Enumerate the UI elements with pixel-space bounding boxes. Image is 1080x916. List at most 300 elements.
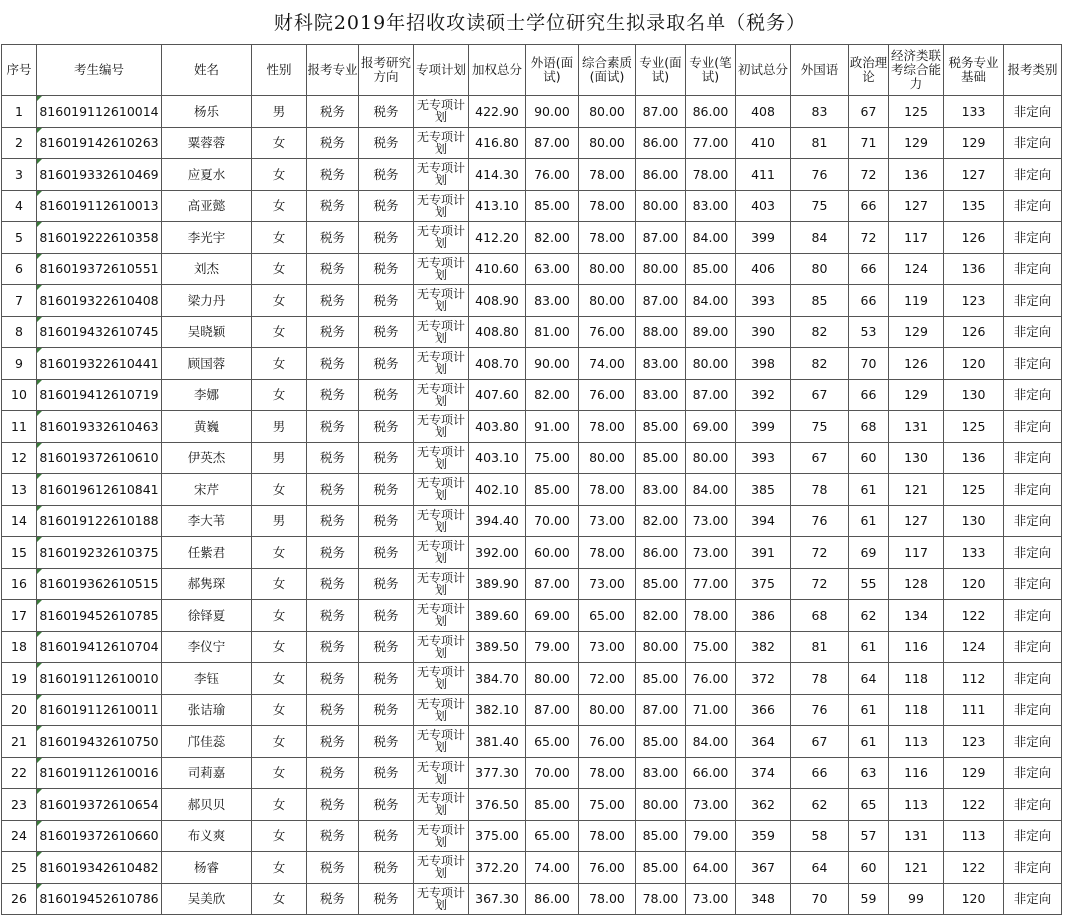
table-row	[2, 568, 1062, 600]
cell-candidate-id: 816019332610463	[37, 411, 162, 443]
cell-major-interview: 87.00	[636, 96, 686, 128]
cell-econ-joint: 127	[889, 190, 944, 222]
cell-weighted-total: 402.10	[469, 474, 526, 506]
cell-politics: 63	[849, 757, 889, 789]
cell-tax-basics: 129	[944, 757, 1004, 789]
cell-quality-interview: 65.00	[579, 600, 636, 632]
cell-special-plan: 无专项计划	[414, 222, 469, 254]
cell-major-interview: 80.00	[636, 789, 686, 821]
cell-direction: 税务	[359, 726, 414, 758]
cell-candidate-id: 816019432610745	[37, 316, 162, 348]
cell-gender: 女	[252, 537, 307, 569]
cell-direction: 税务	[359, 694, 414, 726]
cell-major-written: 73.00	[686, 505, 736, 537]
cell-econ-joint: 124	[889, 253, 944, 285]
cell-foreign-interview: 70.00	[526, 505, 579, 537]
cell-foreign-language: 85	[791, 285, 849, 317]
cell-major-written: 84.00	[686, 726, 736, 758]
cell-category: 非定向	[1004, 379, 1062, 411]
cell-quality-interview: 78.00	[579, 757, 636, 789]
cell-major-written: 89.00	[686, 316, 736, 348]
cell-foreign-interview: 82.00	[526, 379, 579, 411]
cell-special-plan: 无专项计划	[414, 159, 469, 191]
cell-politics: 72	[849, 222, 889, 254]
table-row	[2, 96, 1062, 128]
cell-tax-basics: 120	[944, 568, 1004, 600]
cell-politics: 61	[849, 505, 889, 537]
cell-major-interview: 87.00	[636, 285, 686, 317]
cell-category: 非定向	[1004, 505, 1062, 537]
cell-gender: 女	[252, 474, 307, 506]
cell-major-interview: 85.00	[636, 442, 686, 474]
cell-econ-joint: 119	[889, 285, 944, 317]
cell-name: 郝贝贝	[162, 789, 252, 821]
cell-politics: 61	[849, 474, 889, 506]
cell-econ-joint: 116	[889, 631, 944, 663]
cell-category: 非定向	[1004, 159, 1062, 191]
cell-direction: 税务	[359, 757, 414, 789]
cell-category: 非定向	[1004, 789, 1062, 821]
cell-major-written: 69.00	[686, 411, 736, 443]
cell-quality-interview: 73.00	[579, 568, 636, 600]
cell-econ-joint: 130	[889, 442, 944, 474]
cell-weighted-total: 372.20	[469, 852, 526, 884]
cell-gender: 女	[252, 159, 307, 191]
table-row	[2, 379, 1062, 411]
cell-prelim-total: 398	[736, 348, 791, 380]
cell-major-written: 71.00	[686, 694, 736, 726]
cell-gender: 女	[252, 789, 307, 821]
cell-foreign-interview: 74.00	[526, 852, 579, 884]
page-title: 财科院2019年招收攻读硕士学位研究生拟录取名单（税务）	[273, 12, 807, 34]
admission-table	[1, 44, 1062, 915]
cell-direction: 税务	[359, 852, 414, 884]
table-row	[2, 631, 1062, 663]
cell-major: 税务	[307, 757, 359, 789]
header-category: 报考类别	[1004, 45, 1062, 96]
cell-gender: 女	[252, 348, 307, 380]
cell-gender: 女	[252, 222, 307, 254]
header-direction: 报考研究方向	[359, 45, 414, 96]
table-row	[2, 757, 1062, 789]
cell-foreign-interview: 86.00	[526, 883, 579, 915]
cell-prelim-total: 403	[736, 190, 791, 222]
cell-major-interview: 86.00	[636, 537, 686, 569]
cell-prelim-total: 348	[736, 883, 791, 915]
cell-prelim-total: 406	[736, 253, 791, 285]
cell-category: 非定向	[1004, 600, 1062, 632]
cell-major-interview: 80.00	[636, 253, 686, 285]
cell-candidate-id: 816019362610515	[37, 568, 162, 600]
cell-econ-joint: 129	[889, 316, 944, 348]
cell-major: 税务	[307, 253, 359, 285]
cell-tax-basics: 130	[944, 379, 1004, 411]
cell-major-interview: 87.00	[636, 222, 686, 254]
cell-econ-joint: 129	[889, 379, 944, 411]
cell-name: 高亚懿	[162, 190, 252, 222]
cell-foreign-interview: 75.00	[526, 442, 579, 474]
cell-major: 税务	[307, 127, 359, 159]
cell-seq: 25	[2, 852, 37, 884]
cell-seq: 3	[2, 159, 37, 191]
cell-quality-interview: 78.00	[579, 820, 636, 852]
cell-direction: 税务	[359, 190, 414, 222]
cell-tax-basics: 120	[944, 883, 1004, 915]
cell-major-interview: 86.00	[636, 159, 686, 191]
cell-name: 吴美欣	[162, 883, 252, 915]
cell-direction: 税务	[359, 600, 414, 632]
cell-foreign-interview: 87.00	[526, 694, 579, 726]
cell-foreign-interview: 63.00	[526, 253, 579, 285]
cell-weighted-total: 410.60	[469, 253, 526, 285]
cell-tax-basics: 120	[944, 348, 1004, 380]
cell-direction: 税务	[359, 222, 414, 254]
cell-candidate-id: 816019372610610	[37, 442, 162, 474]
cell-econ-joint: 99	[889, 883, 944, 915]
cell-name: 梁力丹	[162, 285, 252, 317]
cell-direction: 税务	[359, 379, 414, 411]
cell-gender: 女	[252, 726, 307, 758]
cell-direction: 税务	[359, 474, 414, 506]
cell-seq: 8	[2, 316, 37, 348]
cell-econ-joint: 125	[889, 96, 944, 128]
cell-category: 非定向	[1004, 852, 1062, 884]
cell-prelim-total: 391	[736, 537, 791, 569]
cell-tax-basics: 112	[944, 663, 1004, 695]
table-row	[2, 474, 1062, 506]
cell-prelim-total: 366	[736, 694, 791, 726]
cell-weighted-total: 382.10	[469, 694, 526, 726]
cell-prelim-total: 385	[736, 474, 791, 506]
cell-category: 非定向	[1004, 631, 1062, 663]
cell-weighted-total: 392.00	[469, 537, 526, 569]
cell-special-plan: 无专项计划	[414, 726, 469, 758]
cell-category: 非定向	[1004, 663, 1062, 695]
cell-name: 顾国蓉	[162, 348, 252, 380]
header-econ-joint: 经济类联考综合能力	[889, 45, 944, 96]
cell-tax-basics: 113	[944, 820, 1004, 852]
cell-name: 粟蓉蓉	[162, 127, 252, 159]
cell-econ-joint: 126	[889, 348, 944, 380]
cell-weighted-total: 403.10	[469, 442, 526, 474]
cell-major-interview: 85.00	[636, 663, 686, 695]
cell-special-plan: 无专项计划	[414, 663, 469, 695]
cell-major: 税务	[307, 379, 359, 411]
cell-major-written: 85.00	[686, 253, 736, 285]
cell-candidate-id: 816019372610654	[37, 789, 162, 821]
cell-foreign-language: 84	[791, 222, 849, 254]
cell-seq: 22	[2, 757, 37, 789]
cell-foreign-language: 64	[791, 852, 849, 884]
cell-tax-basics: 136	[944, 442, 1004, 474]
cell-gender: 男	[252, 411, 307, 443]
cell-major: 税务	[307, 348, 359, 380]
cell-category: 非定向	[1004, 883, 1062, 915]
cell-weighted-total: 389.50	[469, 631, 526, 663]
cell-category: 非定向	[1004, 348, 1062, 380]
cell-quality-interview: 74.00	[579, 348, 636, 380]
cell-special-plan: 无专项计划	[414, 568, 469, 600]
cell-weighted-total: 408.90	[469, 285, 526, 317]
cell-econ-joint: 121	[889, 852, 944, 884]
cell-prelim-total: 408	[736, 96, 791, 128]
table-row	[2, 505, 1062, 537]
table-row	[2, 253, 1062, 285]
cell-seq: 14	[2, 505, 37, 537]
cell-name: 李钰	[162, 663, 252, 695]
cell-econ-joint: 121	[889, 474, 944, 506]
cell-major-written: 80.00	[686, 442, 736, 474]
cell-seq: 17	[2, 600, 37, 632]
cell-candidate-id: 816019222610358	[37, 222, 162, 254]
cell-special-plan: 无专项计划	[414, 757, 469, 789]
cell-candidate-id: 816019412610719	[37, 379, 162, 411]
cell-candidate-id: 816019112610016	[37, 757, 162, 789]
cell-weighted-total: 412.20	[469, 222, 526, 254]
cell-gender: 女	[252, 285, 307, 317]
cell-major: 税务	[307, 631, 359, 663]
cell-candidate-id: 816019342610482	[37, 852, 162, 884]
cell-tax-basics: 125	[944, 411, 1004, 443]
cell-foreign-language: 76	[791, 694, 849, 726]
cell-candidate-id: 816019452610786	[37, 883, 162, 915]
cell-major-written: 78.00	[686, 600, 736, 632]
header-gender: 性别	[252, 45, 307, 96]
cell-foreign-interview: 83.00	[526, 285, 579, 317]
table-row	[2, 820, 1062, 852]
cell-major-interview: 82.00	[636, 505, 686, 537]
cell-name: 李大苇	[162, 505, 252, 537]
cell-foreign-interview: 69.00	[526, 600, 579, 632]
cell-direction: 税务	[359, 789, 414, 821]
cell-direction: 税务	[359, 537, 414, 569]
cell-candidate-id: 816019322610441	[37, 348, 162, 380]
cell-quality-interview: 78.00	[579, 222, 636, 254]
cell-special-plan: 无专项计划	[414, 820, 469, 852]
cell-weighted-total: 389.90	[469, 568, 526, 600]
cell-major-interview: 85.00	[636, 820, 686, 852]
cell-prelim-total: 410	[736, 127, 791, 159]
cell-name: 司莉嘉	[162, 757, 252, 789]
cell-seq: 13	[2, 474, 37, 506]
table-row	[2, 285, 1062, 317]
cell-category: 非定向	[1004, 694, 1062, 726]
cell-foreign-interview: 81.00	[526, 316, 579, 348]
cell-name: 李光宇	[162, 222, 252, 254]
cell-tax-basics: 126	[944, 222, 1004, 254]
cell-seq: 21	[2, 726, 37, 758]
cell-candidate-id: 816019412610704	[37, 631, 162, 663]
cell-politics: 53	[849, 316, 889, 348]
table-row	[2, 190, 1062, 222]
cell-special-plan: 无专项计划	[414, 411, 469, 443]
cell-seq: 9	[2, 348, 37, 380]
cell-candidate-id: 816019112610014	[37, 96, 162, 128]
cell-quality-interview: 76.00	[579, 379, 636, 411]
cell-seq: 16	[2, 568, 37, 600]
cell-weighted-total: 376.50	[469, 789, 526, 821]
cell-seq: 11	[2, 411, 37, 443]
cell-quality-interview: 80.00	[579, 285, 636, 317]
cell-tax-basics: 126	[944, 316, 1004, 348]
cell-politics: 61	[849, 694, 889, 726]
cell-seq: 1	[2, 96, 37, 128]
cell-candidate-id: 816019372610660	[37, 820, 162, 852]
cell-econ-joint: 129	[889, 127, 944, 159]
cell-category: 非定向	[1004, 820, 1062, 852]
header-name: 姓名	[162, 45, 252, 96]
cell-foreign-language: 62	[791, 789, 849, 821]
cell-quality-interview: 73.00	[579, 505, 636, 537]
cell-weighted-total: 384.70	[469, 663, 526, 695]
header-quality-interview: 综合素质(面试)	[579, 45, 636, 96]
cell-name: 杨乐	[162, 96, 252, 128]
cell-major-interview: 87.00	[636, 694, 686, 726]
cell-gender: 女	[252, 631, 307, 663]
cell-prelim-total: 411	[736, 159, 791, 191]
cell-seq: 20	[2, 694, 37, 726]
cell-gender: 女	[252, 190, 307, 222]
cell-direction: 税务	[359, 253, 414, 285]
table-row	[2, 348, 1062, 380]
cell-special-plan: 无专项计划	[414, 253, 469, 285]
cell-prelim-total: 393	[736, 285, 791, 317]
cell-name: 任紫君	[162, 537, 252, 569]
cell-foreign-interview: 80.00	[526, 663, 579, 695]
table-row	[2, 127, 1062, 159]
cell-name: 邝佳蕊	[162, 726, 252, 758]
cell-category: 非定向	[1004, 442, 1062, 474]
table-row	[2, 159, 1062, 191]
cell-major: 税务	[307, 190, 359, 222]
cell-category: 非定向	[1004, 537, 1062, 569]
cell-candidate-id: 816019122610188	[37, 505, 162, 537]
cell-major-interview: 82.00	[636, 600, 686, 632]
cell-weighted-total: 422.90	[469, 96, 526, 128]
cell-major-interview: 85.00	[636, 411, 686, 443]
cell-name: 伊英杰	[162, 442, 252, 474]
cell-seq: 24	[2, 820, 37, 852]
cell-prelim-total: 393	[736, 442, 791, 474]
cell-major-written: 87.00	[686, 379, 736, 411]
cell-direction: 税务	[359, 285, 414, 317]
cell-name: 杨睿	[162, 852, 252, 884]
cell-econ-joint: 116	[889, 757, 944, 789]
cell-major: 税务	[307, 96, 359, 128]
cell-gender: 女	[252, 852, 307, 884]
cell-major: 税务	[307, 726, 359, 758]
cell-category: 非定向	[1004, 96, 1062, 128]
cell-foreign-interview: 90.00	[526, 96, 579, 128]
cell-foreign-interview: 82.00	[526, 222, 579, 254]
cell-major-written: 83.00	[686, 190, 736, 222]
cell-major: 税务	[307, 663, 359, 695]
cell-major-written: 80.00	[686, 348, 736, 380]
table-row	[2, 726, 1062, 758]
cell-weighted-total: 413.10	[469, 190, 526, 222]
cell-category: 非定向	[1004, 411, 1062, 443]
cell-tax-basics: 124	[944, 631, 1004, 663]
cell-foreign-interview: 65.00	[526, 820, 579, 852]
table-row	[2, 852, 1062, 884]
cell-quality-interview: 72.00	[579, 663, 636, 695]
cell-gender: 女	[252, 253, 307, 285]
cell-special-plan: 无专项计划	[414, 694, 469, 726]
table-row	[2, 537, 1062, 569]
cell-foreign-language: 67	[791, 726, 849, 758]
cell-prelim-total: 374	[736, 757, 791, 789]
cell-major: 税务	[307, 411, 359, 443]
cell-category: 非定向	[1004, 190, 1062, 222]
cell-econ-joint: 117	[889, 537, 944, 569]
cell-econ-joint: 118	[889, 694, 944, 726]
cell-seq: 6	[2, 253, 37, 285]
cell-major: 税务	[307, 537, 359, 569]
cell-major-written: 79.00	[686, 820, 736, 852]
cell-tax-basics: 133	[944, 537, 1004, 569]
cell-direction: 税务	[359, 568, 414, 600]
header-major-interview: 专业(面试)	[636, 45, 686, 96]
cell-prelim-total: 394	[736, 505, 791, 537]
cell-seq: 5	[2, 222, 37, 254]
cell-prelim-total: 392	[736, 379, 791, 411]
cell-candidate-id: 816019112610013	[37, 190, 162, 222]
cell-gender: 女	[252, 757, 307, 789]
cell-weighted-total: 394.40	[469, 505, 526, 537]
cell-prelim-total: 375	[736, 568, 791, 600]
cell-major: 税务	[307, 159, 359, 191]
cell-foreign-language: 81	[791, 631, 849, 663]
cell-gender: 女	[252, 663, 307, 695]
cell-major-written: 75.00	[686, 631, 736, 663]
cell-major-written: 84.00	[686, 222, 736, 254]
cell-special-plan: 无专项计划	[414, 442, 469, 474]
header-seq: 序号	[2, 45, 37, 96]
cell-major-written: 84.00	[686, 474, 736, 506]
cell-major-written: 76.00	[686, 663, 736, 695]
cell-tax-basics: 123	[944, 285, 1004, 317]
cell-major-written: 73.00	[686, 789, 736, 821]
cell-category: 非定向	[1004, 253, 1062, 285]
cell-major: 税务	[307, 442, 359, 474]
cell-special-plan: 无专项计划	[414, 883, 469, 915]
cell-foreign-interview: 85.00	[526, 474, 579, 506]
cell-special-plan: 无专项计划	[414, 96, 469, 128]
cell-quality-interview: 78.00	[579, 190, 636, 222]
cell-prelim-total: 382	[736, 631, 791, 663]
cell-politics: 72	[849, 159, 889, 191]
cell-major-interview: 86.00	[636, 127, 686, 159]
cell-politics: 61	[849, 631, 889, 663]
cell-major: 税务	[307, 820, 359, 852]
cell-major-interview: 78.00	[636, 883, 686, 915]
cell-gender: 女	[252, 568, 307, 600]
cell-econ-joint: 127	[889, 505, 944, 537]
cell-special-plan: 无专项计划	[414, 600, 469, 632]
cell-major: 税务	[307, 852, 359, 884]
cell-special-plan: 无专项计划	[414, 852, 469, 884]
cell-direction: 税务	[359, 442, 414, 474]
cell-econ-joint: 131	[889, 820, 944, 852]
cell-tax-basics: 133	[944, 96, 1004, 128]
cell-major-written: 73.00	[686, 883, 736, 915]
cell-foreign-language: 83	[791, 96, 849, 128]
cell-name: 黄巍	[162, 411, 252, 443]
cell-major-written: 73.00	[686, 537, 736, 569]
cell-special-plan: 无专项计划	[414, 127, 469, 159]
header-prelim-total: 初试总分	[736, 45, 791, 96]
cell-foreign-language: 75	[791, 190, 849, 222]
